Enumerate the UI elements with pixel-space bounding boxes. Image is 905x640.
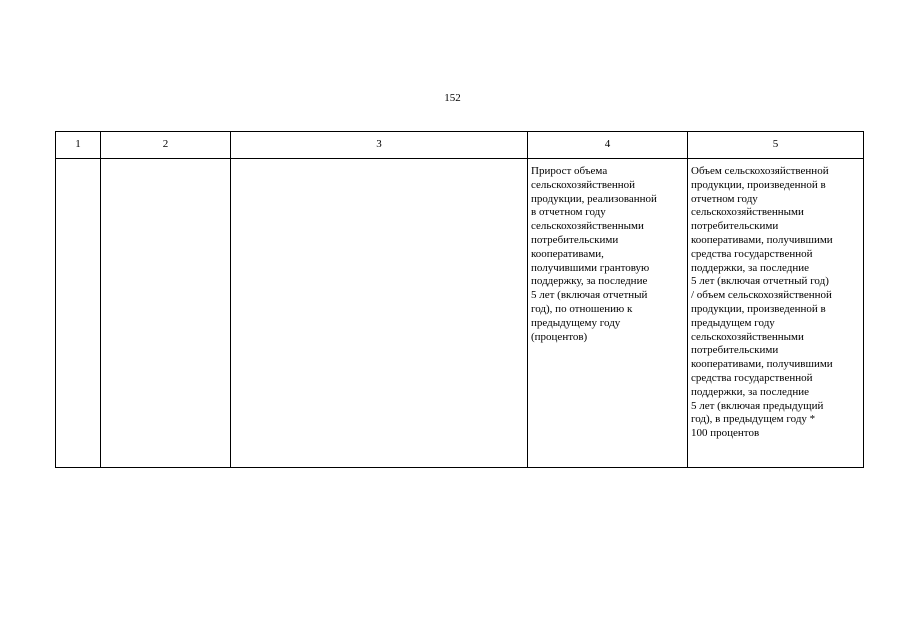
table-header-row [56, 132, 864, 159]
cell-col3-text [231, 159, 527, 165]
calculation-formula-text: Объем сельскохозяйственной продукции, произведенной в отчетном году сельскохозяйственными потребительскими кооперативами, получившими средства государственной поддержки, за последние 5 лет (включая отчетный год) / объем сельскохозяйственной продукции, произведенной в предыдущем году сельскохозяйственными потребительскими кооперативами, получившими средства государственной поддержки, за последние 5 лет (включая предыдущий год), в предыдущем году * 100 процентов [691, 165, 833, 440]
page-number: 152 [444, 92, 461, 104]
cell-col3 [231, 159, 528, 468]
column-header-3: 3 [231, 132, 528, 159]
cell-indicator-description [528, 159, 688, 468]
indicator-description-text: Прирост объема сельскохозяйственной продукции, реализованной в отчетном году сельскохозяйственными потребительскими кооперативами, получившими грантовую поддержку, за последние 5 лет (включая отчетный год), по отношению к предыдущему году (процентов) [531, 165, 657, 343]
table-row [56, 159, 864, 468]
cell-col1-text [56, 159, 100, 165]
cell-col2 [101, 159, 231, 468]
indicator-table [55, 131, 864, 468]
column-header-5: 5 [688, 132, 864, 159]
cell-col2-text [101, 159, 230, 165]
column-header-4: 4 [528, 132, 688, 159]
cell-col1 [56, 159, 101, 468]
column-header-2: 2 [101, 132, 231, 159]
column-header-1: 1 [56, 132, 101, 159]
cell-calculation-formula [688, 159, 864, 468]
